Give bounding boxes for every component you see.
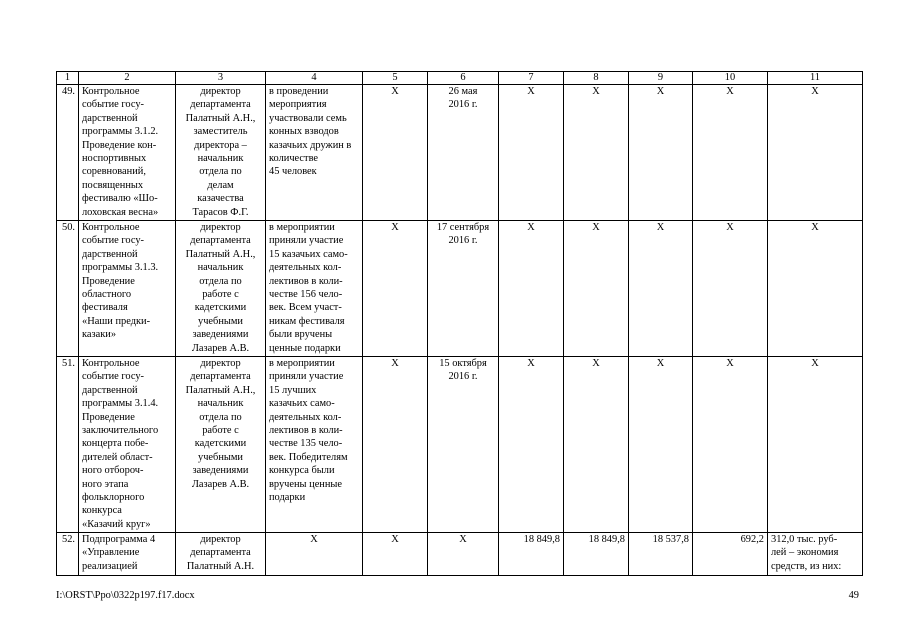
col8-cell: Х [564, 221, 629, 357]
table-row [57, 221, 863, 357]
table-row [57, 533, 863, 576]
column-number: 11 [768, 72, 863, 85]
row-number: 52. [57, 533, 79, 576]
col8-cell: Х [564, 85, 629, 221]
col8-cell: 18 849,8 [564, 533, 629, 576]
table-row [57, 85, 863, 221]
col9-cell: Х [629, 85, 693, 221]
col9-cell: 18 537,8 [629, 533, 693, 576]
date-cell: 17 сентября 2016 г. [428, 221, 499, 357]
column-number: 6 [428, 72, 499, 85]
col11-cell: Х [768, 221, 863, 357]
date-cell: 15 октября 2016 г. [428, 357, 499, 533]
column-number: 2 [79, 72, 176, 85]
col9-cell: Х [629, 221, 693, 357]
row-number: 49. [57, 85, 79, 221]
table-row [57, 357, 863, 533]
col8-cell: Х [564, 357, 629, 533]
event-cell: Подпрограмма 4 «Управление реализацией [79, 533, 176, 576]
column-number: 9 [629, 72, 693, 85]
col10-cell: Х [693, 221, 768, 357]
col5-cell: Х [363, 85, 428, 221]
col10-cell: Х [693, 357, 768, 533]
responsible-cell: директор департамента Палатный А.Н. [176, 533, 266, 576]
column-number: 5 [363, 72, 428, 85]
column-number: 8 [564, 72, 629, 85]
col10-cell: Х [693, 85, 768, 221]
col10-cell: 692,2 [693, 533, 768, 576]
column-number-row [57, 72, 863, 85]
event-cell: Контрольное событие госу- дарственной программы 3.1.2. Проведение кон- носпортивных соревнований, посвященных фестивалю «Шо- лоховская весна» [79, 85, 176, 221]
col5-cell: Х [363, 533, 428, 576]
responsible-cell: директор департамента Палатный А.Н., заместитель директора – начальник отдела по делам казачества Тарасов Ф.Г. [176, 85, 266, 221]
event-cell: Контрольное событие госу- дарственной программы 3.1.3. Проведение областного фестиваля «Наши предки- казаки» [79, 221, 176, 357]
result-cell: в мероприятии приняли участие 15 лучших казачьих само- деятельных кол- лективов в коли- честве 135 чело- век. Победителям конкурса были вручены ценные подарки [266, 357, 363, 533]
col11-cell: Х [768, 357, 863, 533]
col7-cell: 18 849,8 [499, 533, 564, 576]
page-number: 49 [848, 590, 859, 601]
footer-file-path: I:\ORST\Ppo\0322p197.f17.docx [56, 590, 195, 601]
col7-cell: Х [499, 85, 564, 221]
report-table [56, 71, 863, 576]
responsible-cell: директор департамента Палатный А.Н., начальник отдела по работе с кадетскими учебными заведениями Лазарев А.В. [176, 357, 266, 533]
col7-cell: Х [499, 221, 564, 357]
col7-cell: Х [499, 357, 564, 533]
col5-cell: Х [363, 357, 428, 533]
result-cell: в проведении мероприятия участвовали семь конных взводов казачьих дружин в количестве 45 человек [266, 85, 363, 221]
row-number: 51. [57, 357, 79, 533]
column-number: 7 [499, 72, 564, 85]
responsible-cell: директор департамента Палатный А.Н., начальник отдела по работе с кадетскими учебными заведениями Лазарев А.В. [176, 221, 266, 357]
column-number: 4 [266, 72, 363, 85]
col9-cell: Х [629, 357, 693, 533]
col11-cell: 312,0 тыс. руб- лей – экономия средств, из них: [768, 533, 863, 576]
event-cell: Контрольное событие госу- дарственной программы 3.1.4. Проведение заключительного концерта побе- дителей област- ного отбороч- ного этапа фольклорного конкурса «Казачий круг» [79, 357, 176, 533]
column-number: 3 [176, 72, 266, 85]
col11-cell: Х [768, 85, 863, 221]
result-cell: Х [266, 533, 363, 576]
result-cell: в мероприятии приняли участие 15 казачьих само- деятельных кол- лективов в коли- честве 156 чело- век. Всем участ- никам фестиваля были вручены ценные подарки [266, 221, 363, 357]
date-cell: Х [428, 533, 499, 576]
column-number: 1 [57, 72, 79, 85]
row-number: 50. [57, 221, 79, 357]
date-cell: 26 мая 2016 г. [428, 85, 499, 221]
col5-cell: Х [363, 221, 428, 357]
column-number: 10 [693, 72, 768, 85]
